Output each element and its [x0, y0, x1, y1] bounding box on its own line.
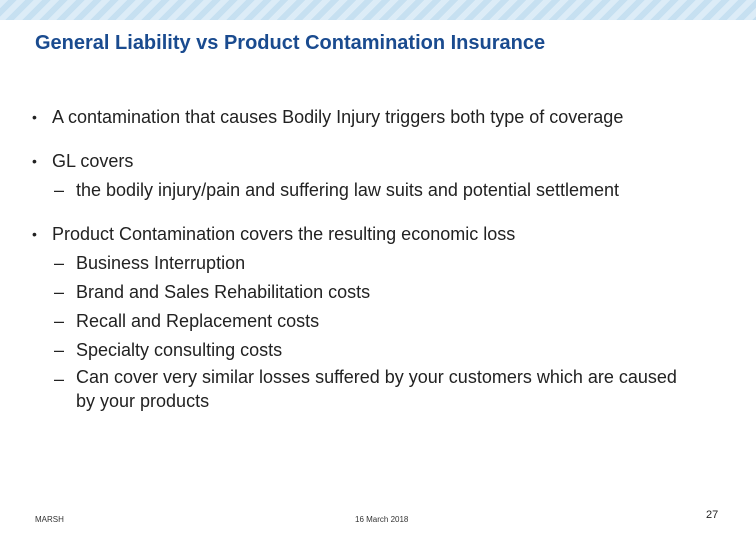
sub-bullet-item	[32, 336, 732, 365]
sub-bullet-item	[32, 249, 732, 278]
slide-body	[32, 103, 732, 413]
sub-bullet-text: the bodily injury/pain and suffering law suits and potential settlement	[76, 180, 619, 200]
dash-icon: –	[54, 253, 65, 273]
footer-date: 16 March 2018	[355, 515, 409, 524]
bullet-text: A contamination that causes Bodily Injury triggers both type of coverage	[52, 107, 624, 127]
bullet-item	[32, 103, 732, 132]
sub-bullet-text: Recall and Replacement costs	[76, 311, 320, 331]
slide-title: General Liability vs Product Contamination Insurance	[35, 32, 546, 54]
header-stripe-band	[0, 0, 756, 20]
footer-brand: MARSH	[35, 515, 64, 524]
sub-bullet-text: Can cover very similar losses suffered by your customers which are caused by your products	[76, 367, 677, 411]
dash-icon: –	[54, 369, 65, 389]
dash-icon: –	[54, 282, 65, 302]
bullet-dot-icon: •	[32, 153, 37, 169]
sub-bullet-text: Brand and Sales Rehabilitation costs	[76, 282, 371, 302]
bullet-item	[32, 220, 732, 249]
dash-icon: –	[54, 311, 65, 331]
dash-icon: –	[54, 340, 65, 360]
sub-bullet-text: Specialty consulting costs	[76, 340, 283, 360]
bullet-dot-icon: •	[32, 109, 37, 125]
bullet-dot-icon: •	[32, 226, 37, 242]
sub-bullet-item	[32, 176, 732, 205]
dash-icon: –	[54, 180, 65, 200]
bullet-text: GL covers	[52, 151, 134, 171]
bullet-item	[32, 147, 732, 176]
sub-bullet-text: Business Interruption	[76, 253, 246, 273]
sub-bullet-item	[32, 278, 732, 307]
sub-bullet-item	[32, 365, 732, 413]
sub-bullet-item	[32, 307, 732, 336]
bullet-text: Product Contamination covers the resulting economic loss	[52, 224, 516, 244]
page-number: 27	[706, 509, 719, 521]
